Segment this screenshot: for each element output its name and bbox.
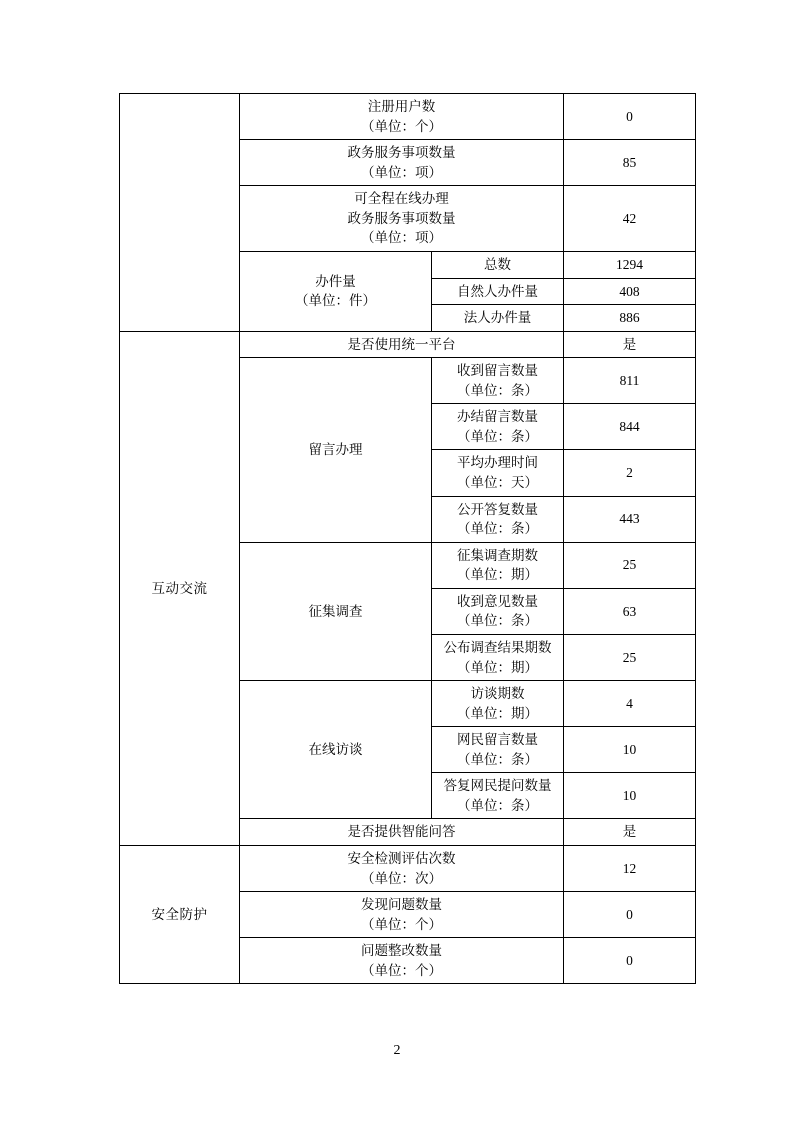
value-opinions-received: 63 [564,588,696,634]
subitem-total-count: 总数 [432,251,564,278]
subitem-messages-completed: 办结留言数量 （单位：条） [432,404,564,450]
table-row [120,846,696,892]
government-website-report-table [119,93,696,984]
item-problems-found: 发现问题数量 （单位：个） [240,892,564,938]
value-problems-rectified: 0 [564,938,696,984]
report-table-container [119,93,695,984]
value-legal-person-count: 886 [564,305,696,332]
subitem-opinions-received: 收到意见数量 （单位：条） [432,588,564,634]
value-natural-person-count: 408 [564,278,696,305]
value-public-replies: 443 [564,496,696,542]
value-registered-users: 0 [564,94,696,140]
subitem-survey-sessions: 征集调查期数 （单位：期） [432,542,564,588]
table-row [120,331,696,358]
value-interview-sessions: 4 [564,681,696,727]
value-fully-online-service-matters: 42 [564,186,696,252]
item-smart-qa: 是否提供智能问答 [240,819,564,846]
subitem-messages-received: 收到留言数量 （单位：条） [432,358,564,404]
value-published-results: 25 [564,634,696,680]
value-service-matters-count: 85 [564,140,696,186]
item-survey: 征集调查 [240,542,432,680]
subitem-netizen-messages: 网民留言数量 （单位：条） [432,727,564,773]
value-messages-received: 811 [564,358,696,404]
item-service-matters-count: 政务服务事项数量 （单位：项） [240,140,564,186]
value-messages-completed: 844 [564,404,696,450]
subitem-netizen-questions-answered: 答复网民提问数量 （单位：条） [432,773,564,819]
item-online-interview: 在线访谈 [240,681,432,819]
value-average-handling-time: 2 [564,450,696,496]
value-unified-platform: 是 [564,331,696,358]
item-message-handling: 留言办理 [240,358,432,543]
value-total-count: 1294 [564,251,696,278]
item-registered-users: 注册用户数 （单位：个） [240,94,564,140]
value-netizen-questions-answered: 10 [564,773,696,819]
value-smart-qa: 是 [564,819,696,846]
value-security-assessments: 12 [564,846,696,892]
item-unified-platform: 是否使用统一平台 [240,331,564,358]
subitem-average-handling-time: 平均办理时间 （单位：天） [432,450,564,496]
page-number: 2 [393,1043,401,1058]
category-cell-continued [120,94,240,332]
subitem-published-results: 公布调查结果期数 （单位：期） [432,634,564,680]
subitem-public-replies: 公开答复数量 （单位：条） [432,496,564,542]
value-survey-sessions: 25 [564,542,696,588]
category-security: 安全防护 [120,846,240,984]
item-security-assessments: 安全检测评估次数 （单位：次） [240,846,564,892]
subitem-interview-sessions: 访谈期数 （单位：期） [432,681,564,727]
value-problems-found: 0 [564,892,696,938]
table-row [120,94,696,140]
item-fully-online-service-matters: 可全程在线办理 政务服务事项数量 （单位：项） [240,186,564,252]
value-netizen-messages: 10 [564,727,696,773]
category-interaction: 互动交流 [120,331,240,845]
subitem-legal-person-count: 法人办件量 [432,305,564,332]
item-transaction-volume: 办件量 （单位：件） [240,251,432,331]
subitem-natural-person-count: 自然人办件量 [432,278,564,305]
item-problems-rectified: 问题整改数量 （单位：个） [240,938,564,984]
